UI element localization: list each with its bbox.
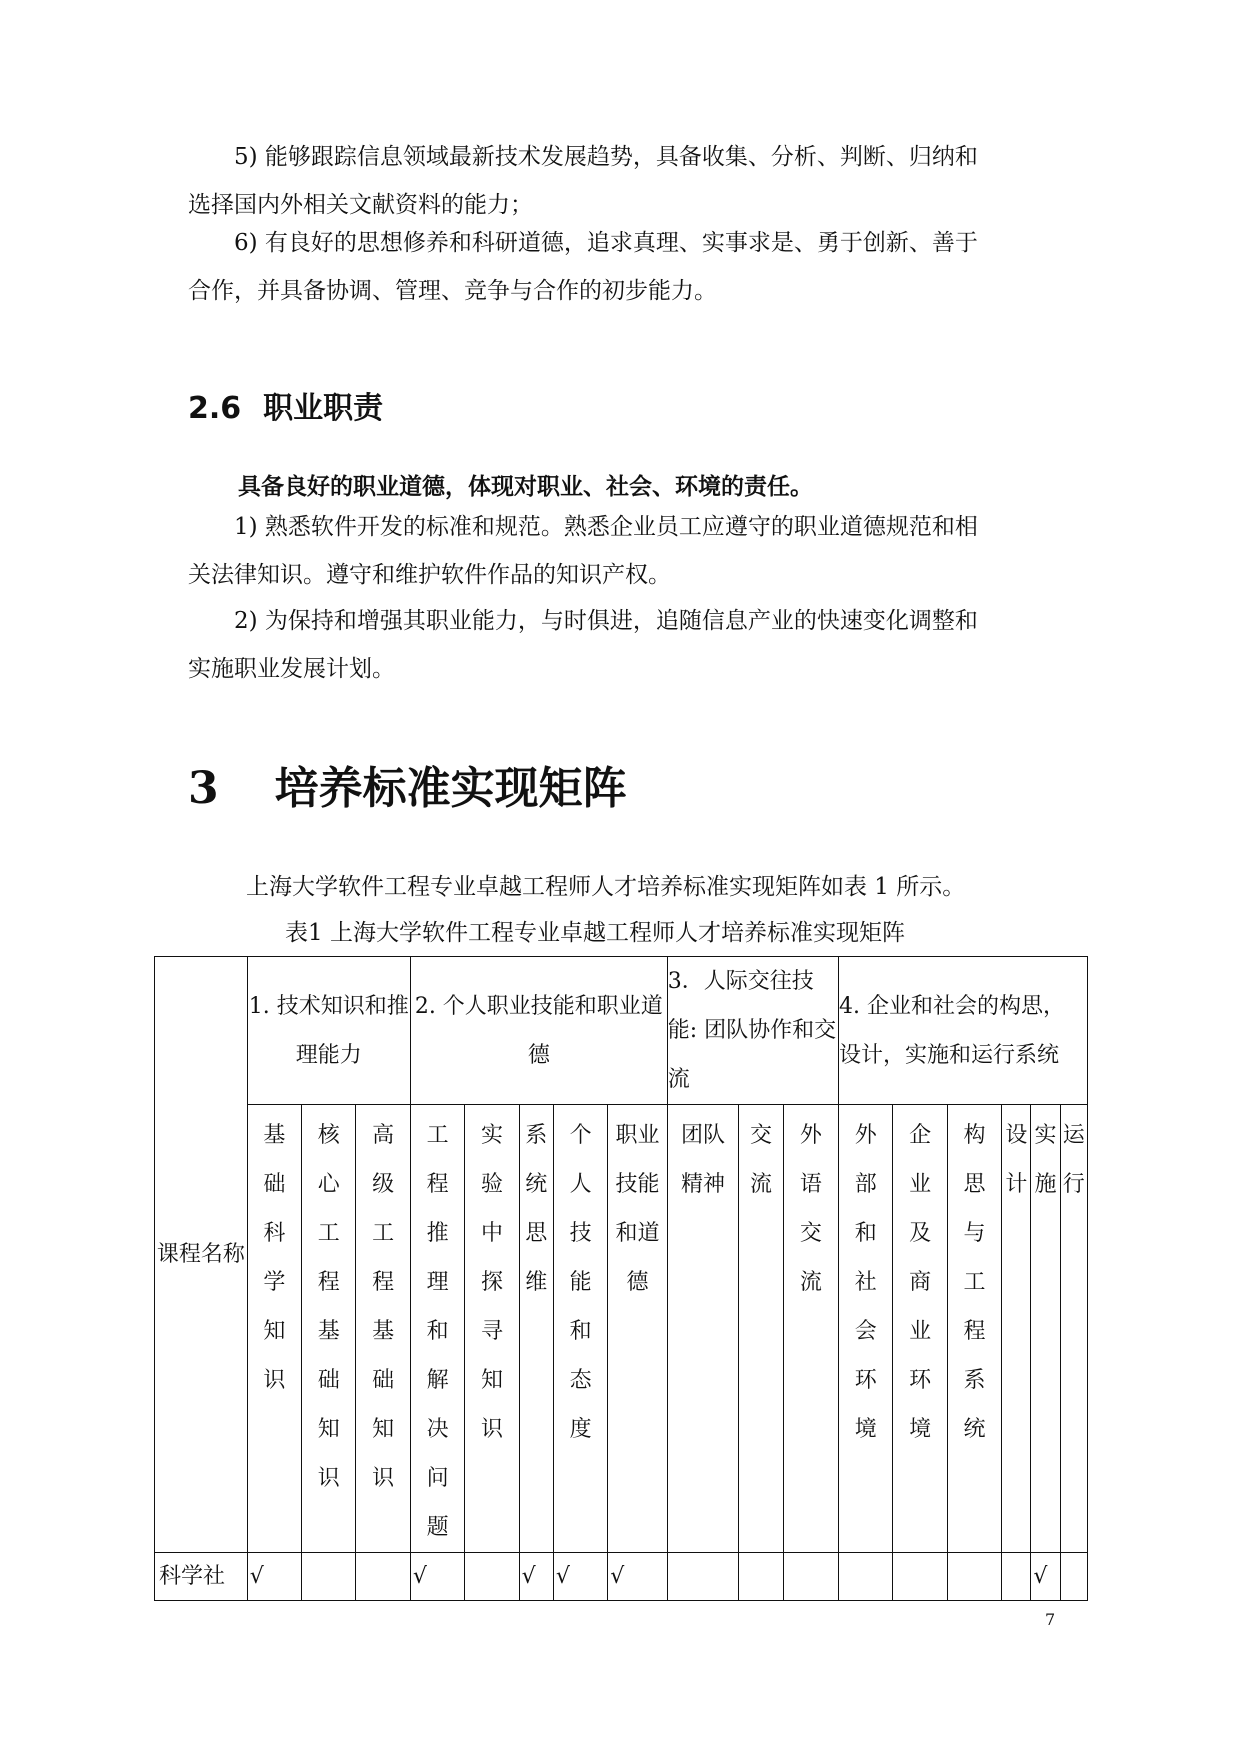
standards-matrix-table bbox=[154, 956, 1088, 1601]
subcolumn-header-text: 行 bbox=[1062, 1172, 1085, 1197]
matrix-cell bbox=[1002, 1553, 1031, 1601]
subcolumn-header-text: 解 bbox=[426, 1368, 449, 1393]
subcolumn-header-text: 寻 bbox=[480, 1319, 503, 1344]
subcolumn-header-text: 运 bbox=[1062, 1123, 1085, 1148]
text-line: 6) 有良好的思想修养和科研道德，追求真理、实事求是、勇于创新、善于 bbox=[234, 230, 978, 256]
subcolumn-header-text: 识 bbox=[372, 1466, 395, 1491]
subcolumn-header-text: 思 bbox=[525, 1221, 548, 1246]
subcolumn-header-text: 态 bbox=[569, 1368, 592, 1393]
subcolumn-header-text: 础 bbox=[372, 1368, 395, 1393]
subcolumn-header-text: 流 bbox=[749, 1172, 772, 1197]
subcolumn-header-text: 会 bbox=[854, 1319, 877, 1344]
subcolumn-header-text: 工 bbox=[426, 1123, 449, 1148]
matrix-cell bbox=[356, 1553, 410, 1601]
section-title: 培养标准实现矩阵 bbox=[274, 763, 627, 814]
subcolumn-header-text: 维 bbox=[525, 1270, 548, 1295]
subcolumn-header-text: 科 bbox=[263, 1221, 286, 1246]
subcolumn-header-text: 基 bbox=[317, 1319, 340, 1344]
text-line: 关法律知识。遵守和维护软件作品的知识产权。 bbox=[188, 562, 671, 588]
subcolumn-header-text: 心 bbox=[317, 1172, 340, 1197]
subcolumn-header-text: 业 bbox=[909, 1319, 932, 1344]
subcolumn-header bbox=[893, 1105, 947, 1553]
matrix-cell bbox=[839, 1553, 893, 1601]
group-header-4: 4. 企业和社会的构思，设计，实施和运行系统 bbox=[839, 957, 1088, 1105]
subcolumn-header bbox=[947, 1105, 1001, 1553]
subcolumn-header bbox=[553, 1105, 607, 1553]
subcolumn-header-text: 部 bbox=[854, 1172, 877, 1197]
matrix-cell bbox=[947, 1553, 1001, 1601]
subcolumn-header-text: 核 bbox=[317, 1123, 340, 1148]
subcolumn-header-text: 人 bbox=[569, 1172, 592, 1197]
subcolumn-header-text: 外 bbox=[854, 1123, 877, 1148]
subcolumn-header-text: 外 bbox=[799, 1123, 822, 1148]
subcolumn-header-text: 识 bbox=[317, 1466, 340, 1491]
subcolumn-header bbox=[465, 1105, 519, 1553]
subcolumn-header-text: 交 bbox=[799, 1221, 822, 1246]
intro-text: 上海大学软件工程专业卓越工程师人才培养标准实现矩阵如表 1 所示。 bbox=[246, 874, 966, 900]
subcolumn-header-text: 技 bbox=[569, 1221, 592, 1246]
table-header-row-subcolumns bbox=[155, 1105, 1088, 1553]
subcolumn-header-text: 统 bbox=[525, 1172, 548, 1197]
section-title: 职业职责 bbox=[263, 391, 384, 426]
section-heading-2-6 bbox=[188, 383, 383, 427]
course-name-cell: 科学社 bbox=[155, 1553, 248, 1601]
section-lead: 具备良好的职业道德，体现对职业、社会、环境的责任。 bbox=[238, 474, 813, 500]
subcolumn-header-text: 能 bbox=[569, 1270, 592, 1295]
matrix-cell: √ bbox=[1031, 1553, 1060, 1601]
subcolumn-header-text: 推 bbox=[426, 1221, 449, 1246]
section-number: 2.6 bbox=[188, 391, 242, 426]
course-name-header: 课程名称 bbox=[155, 957, 248, 1553]
subcolumn-header-text: 知 bbox=[263, 1319, 286, 1344]
subcolumn-header-text: 境 bbox=[909, 1417, 932, 1442]
subcolumn-header-text: 构 bbox=[963, 1123, 986, 1148]
subcolumn-header bbox=[667, 1105, 739, 1553]
subcolumn-header-text: 社 bbox=[854, 1270, 877, 1295]
subcolumn-header-text: 系 bbox=[525, 1123, 548, 1148]
matrix-cell: √ bbox=[608, 1553, 667, 1601]
subcolumn-header-text: 语 bbox=[799, 1172, 822, 1197]
paragraph-1 bbox=[188, 503, 1060, 599]
table-caption: 表1 上海大学软件工程专业卓越工程师人才培养标准实现矩阵 bbox=[285, 920, 905, 946]
subcolumn-header-text: 及 bbox=[909, 1221, 932, 1246]
subcolumn-header-text: 商 bbox=[909, 1270, 932, 1295]
section-heading-3 bbox=[188, 752, 627, 816]
matrix-cell bbox=[667, 1553, 739, 1601]
subcolumn-header-text: 和 bbox=[854, 1221, 877, 1246]
text-line: 实施职业发展计划。 bbox=[188, 656, 395, 682]
subcolumn-header-text: 思 bbox=[963, 1172, 986, 1197]
subcolumn-header-text: 识 bbox=[480, 1417, 503, 1442]
subcolumn-header-text: 工 bbox=[317, 1221, 340, 1246]
subcolumn-header-text: 施 bbox=[1034, 1172, 1057, 1197]
subcolumn-header-text: 个 bbox=[569, 1123, 592, 1148]
subcolumn-header-text: 统 bbox=[963, 1417, 986, 1442]
subcolumn-header-text: 实 bbox=[480, 1123, 503, 1148]
text-line: 5) 能够跟踪信息领域最新技术发展趋势，具备收集、分析、判断、归纳和 bbox=[234, 144, 978, 170]
subcolumn-header bbox=[356, 1105, 410, 1553]
matrix-cell: √ bbox=[410, 1553, 464, 1601]
subcolumn-header-text: 程 bbox=[426, 1172, 449, 1197]
subcolumn-header bbox=[302, 1105, 356, 1553]
group-header-1: 1. 技术知识和推理能力 bbox=[247, 957, 410, 1105]
subcolumn-header-text: 境 bbox=[854, 1417, 877, 1442]
subcolumn-header-text: 程 bbox=[317, 1270, 340, 1295]
subcolumn-header-text: 知 bbox=[317, 1417, 340, 1442]
subcolumn-header-text: 探 bbox=[480, 1270, 503, 1295]
subcolumn-header-text: 中 bbox=[480, 1221, 503, 1246]
paragraph-2 bbox=[188, 597, 1060, 693]
matrix-cell bbox=[465, 1553, 519, 1601]
subcolumn-header-text: 环 bbox=[909, 1368, 932, 1393]
subcolumn-header-text: 工 bbox=[372, 1221, 395, 1246]
subcolumn-header-text: 识 bbox=[263, 1368, 286, 1393]
matrix-cell: √ bbox=[553, 1553, 607, 1601]
subcolumn-header-text: 程 bbox=[372, 1270, 395, 1295]
subcolumn-header-text: 环 bbox=[854, 1368, 877, 1393]
subcolumn-header bbox=[1031, 1105, 1060, 1553]
text-line: 2) 为保持和增强其职业能力，与时俱进，追随信息产业的快速变化调整和 bbox=[234, 608, 978, 634]
matrix-cell bbox=[783, 1553, 838, 1601]
subcolumn-header bbox=[739, 1105, 783, 1553]
matrix-cell: √ bbox=[247, 1553, 301, 1601]
matrix-cell: √ bbox=[519, 1553, 553, 1601]
subcolumn-header bbox=[519, 1105, 553, 1553]
subcolumn-header-text: 高 bbox=[372, 1123, 395, 1148]
text-line: 选择国内外相关文献资料的能力； bbox=[188, 192, 533, 218]
subcolumn-header-text: 技能 bbox=[615, 1172, 660, 1197]
subcolumn-header-text: 验 bbox=[480, 1172, 503, 1197]
table-row bbox=[155, 1553, 1088, 1601]
subcolumn-header bbox=[1060, 1105, 1087, 1553]
subcolumn-header-text: 精神 bbox=[681, 1172, 726, 1197]
subcolumn-header bbox=[783, 1105, 838, 1553]
subcolumn-header-text: 问 bbox=[426, 1466, 449, 1491]
subcolumn-header-text: 与 bbox=[963, 1221, 986, 1246]
section-number: 3 bbox=[188, 763, 219, 814]
table-header-row-groups bbox=[155, 957, 1088, 1105]
group-header-2: 2. 个人职业技能和职业道德 bbox=[410, 957, 667, 1105]
subcolumn-header-text: 工 bbox=[963, 1270, 986, 1295]
matrix-cell bbox=[302, 1553, 356, 1601]
subcolumn-header-text: 流 bbox=[799, 1270, 822, 1295]
subcolumn-header bbox=[1002, 1105, 1031, 1553]
subcolumn-header-text: 基 bbox=[372, 1319, 395, 1344]
subcolumn-header-text: 题 bbox=[426, 1515, 449, 1540]
subcolumn-header-text: 础 bbox=[263, 1172, 286, 1197]
subcolumn-header-text: 础 bbox=[317, 1368, 340, 1393]
subcolumn-header-text: 知 bbox=[480, 1368, 503, 1393]
matrix-cell bbox=[739, 1553, 783, 1601]
subcolumn-header-text: 团队 bbox=[681, 1123, 726, 1148]
subcolumn-header bbox=[608, 1105, 667, 1553]
text-line: 合作，并具备协调、管理、竞争与合作的初步能力。 bbox=[188, 278, 717, 304]
subcolumn-header bbox=[839, 1105, 893, 1553]
matrix-cell bbox=[1060, 1553, 1087, 1601]
subcolumn-header-text: 知 bbox=[372, 1417, 395, 1442]
subcolumn-header-text: 和 bbox=[426, 1319, 449, 1344]
subcolumn-header-text: 交 bbox=[749, 1123, 772, 1148]
subcolumn-header-text: 程 bbox=[963, 1319, 986, 1344]
subcolumn-header-text: 德 bbox=[626, 1270, 649, 1295]
subcolumn-header-text: 理 bbox=[426, 1270, 449, 1295]
subcolumn-header-text: 学 bbox=[263, 1270, 286, 1295]
subcolumn-header bbox=[410, 1105, 464, 1553]
subcolumn-header-text: 度 bbox=[569, 1417, 592, 1442]
paragraph-5 bbox=[188, 133, 1060, 229]
matrix-cell bbox=[893, 1553, 947, 1601]
subcolumn-header-text: 设 bbox=[1005, 1123, 1028, 1148]
subcolumn-header-text: 计 bbox=[1005, 1172, 1028, 1197]
subcolumn-header-text: 基 bbox=[263, 1123, 286, 1148]
subcolumn-header-text: 企 bbox=[909, 1123, 932, 1148]
text-line: 1) 熟悉软件开发的标准和规范。熟悉企业员工应遵守的职业道德规范和相 bbox=[234, 514, 978, 540]
subcolumn-header-text: 业 bbox=[909, 1172, 932, 1197]
subcolumn-header-text: 级 bbox=[372, 1172, 395, 1197]
group-header-3: 3．人际交往技能: 团队协作和交流 bbox=[667, 957, 838, 1105]
paragraph-6 bbox=[188, 219, 1060, 315]
subcolumn-header-text: 职业 bbox=[615, 1123, 660, 1148]
subcolumn-header-text: 实 bbox=[1034, 1123, 1057, 1148]
subcolumn-header-text: 系 bbox=[963, 1368, 986, 1393]
subcolumn-header bbox=[247, 1105, 301, 1553]
subcolumn-header-text: 和 bbox=[569, 1319, 592, 1344]
subcolumn-header-text: 决 bbox=[426, 1417, 449, 1442]
page-number: 7 bbox=[1045, 1610, 1056, 1629]
subcolumn-header-text: 和道 bbox=[615, 1221, 660, 1246]
